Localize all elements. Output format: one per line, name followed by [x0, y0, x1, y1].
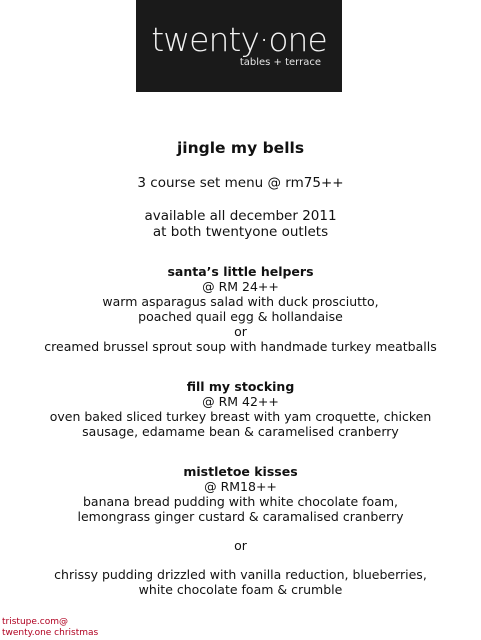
course-name: santa’s little helpers — [167, 264, 314, 279]
availability-text — [0, 208, 481, 240]
spacer — [0, 553, 481, 567]
spacer — [0, 524, 481, 538]
menu-subtitle: 3 course set menu @ rm75++ — [137, 175, 344, 191]
dish-line: banana bread pudding with white chocolate foam, — [82, 494, 398, 509]
menu-content — [0, 138, 481, 622]
dish-line: lemongrass ginger custard & caramalised cranberry — [77, 509, 404, 524]
course-price: @ RM18++ — [204, 479, 277, 494]
availability-line: available all december 2011 — [144, 208, 337, 224]
watermark-line: twenty.one christmas — [2, 628, 99, 638]
watermark — [2, 617, 98, 639]
course-name: mistletoe kisses — [183, 464, 298, 479]
alt-dish-line: chrissy pudding drizzled with vanilla reduction, blueberries, — [54, 567, 427, 582]
course-dessert — [0, 464, 481, 597]
availability-line: at both twentyone outlets — [152, 224, 329, 240]
course-starter — [0, 264, 481, 354]
menu-title: jingle my bells — [176, 139, 305, 157]
course-price: @ RM 42++ — [202, 394, 279, 409]
watermark-line: tristupe.com@ — [2, 617, 68, 627]
or-separator: or — [234, 324, 247, 339]
dish-line: oven baked sliced turkey breast with yam croquette, chicken — [49, 409, 432, 424]
dish-line: poached quail egg & hollandaise — [138, 309, 343, 324]
logo-name: twenty·one — [151, 20, 327, 59]
alt-dish-line: white chocolate foam & crumble — [138, 582, 343, 597]
dish-line: sausage, edamame bean & caramelised cranberry — [82, 424, 399, 439]
or-separator: or — [234, 538, 247, 553]
restaurant-logo — [136, 0, 342, 92]
alt-dish-line: creamed brussel sprout soup with handmade turkey meatballs — [44, 339, 437, 354]
logo-tagline: tables + terrace — [239, 57, 321, 68]
course-price: @ RM 24++ — [202, 279, 279, 294]
course-name: fill my stocking — [186, 379, 295, 394]
course-main — [0, 379, 481, 439]
dish-line: warm asparagus salad with duck prosciutto, — [102, 294, 379, 309]
